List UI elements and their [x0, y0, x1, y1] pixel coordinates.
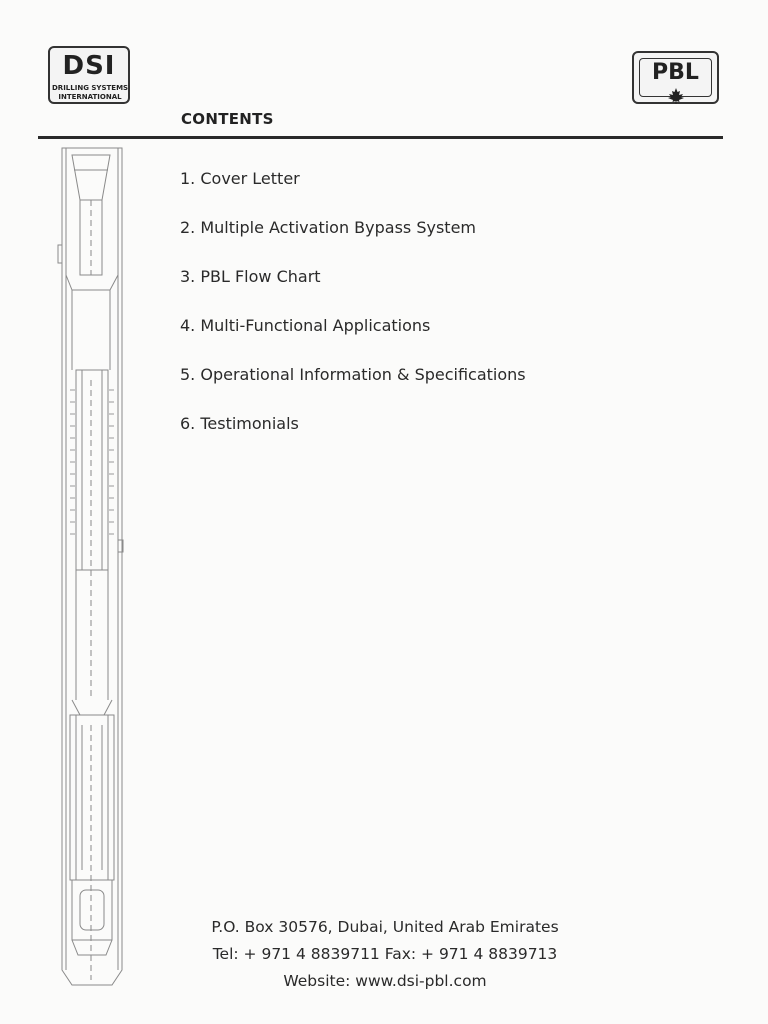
- pbl-logo: [632, 51, 719, 104]
- toc-item: 2. Multiple Activation Bypass System: [180, 218, 477, 237]
- heading-rule: [38, 136, 723, 139]
- toc-item: 1. Cover Letter: [180, 169, 300, 188]
- toc-item: 6. Testimonials: [180, 414, 299, 433]
- contents-heading: CONTENTS: [181, 110, 274, 128]
- toc-item: 5. Operational Information & Specifications: [180, 365, 526, 384]
- footer-address: P.O. Box 30576, Dubai, United Arab Emirates: [211, 918, 559, 936]
- toc-item: 3. PBL Flow Chart: [180, 267, 321, 286]
- pbl-logo-brand: PBL: [652, 60, 699, 85]
- footer-website: Website: www.dsi-pbl.com: [283, 972, 487, 990]
- dsi-logo-brand: DSI: [62, 51, 116, 81]
- dsi-logo-line1: DRILLING SYSTEMS: [52, 84, 129, 92]
- footer-contact: [160, 914, 610, 995]
- bypass-tool-drawing: [52, 140, 132, 990]
- table-of-contents: [180, 169, 526, 463]
- footer-phone: Tel: + 971 4 8839711 Fax: + 971 4 8839713: [212, 945, 558, 963]
- maple-leaf-icon: [667, 88, 685, 104]
- dsi-logo-line2: INTERNATIONAL: [58, 93, 122, 101]
- dsi-logo: [48, 46, 130, 104]
- toc-item: 4. Multi-Functional Applications: [180, 316, 431, 335]
